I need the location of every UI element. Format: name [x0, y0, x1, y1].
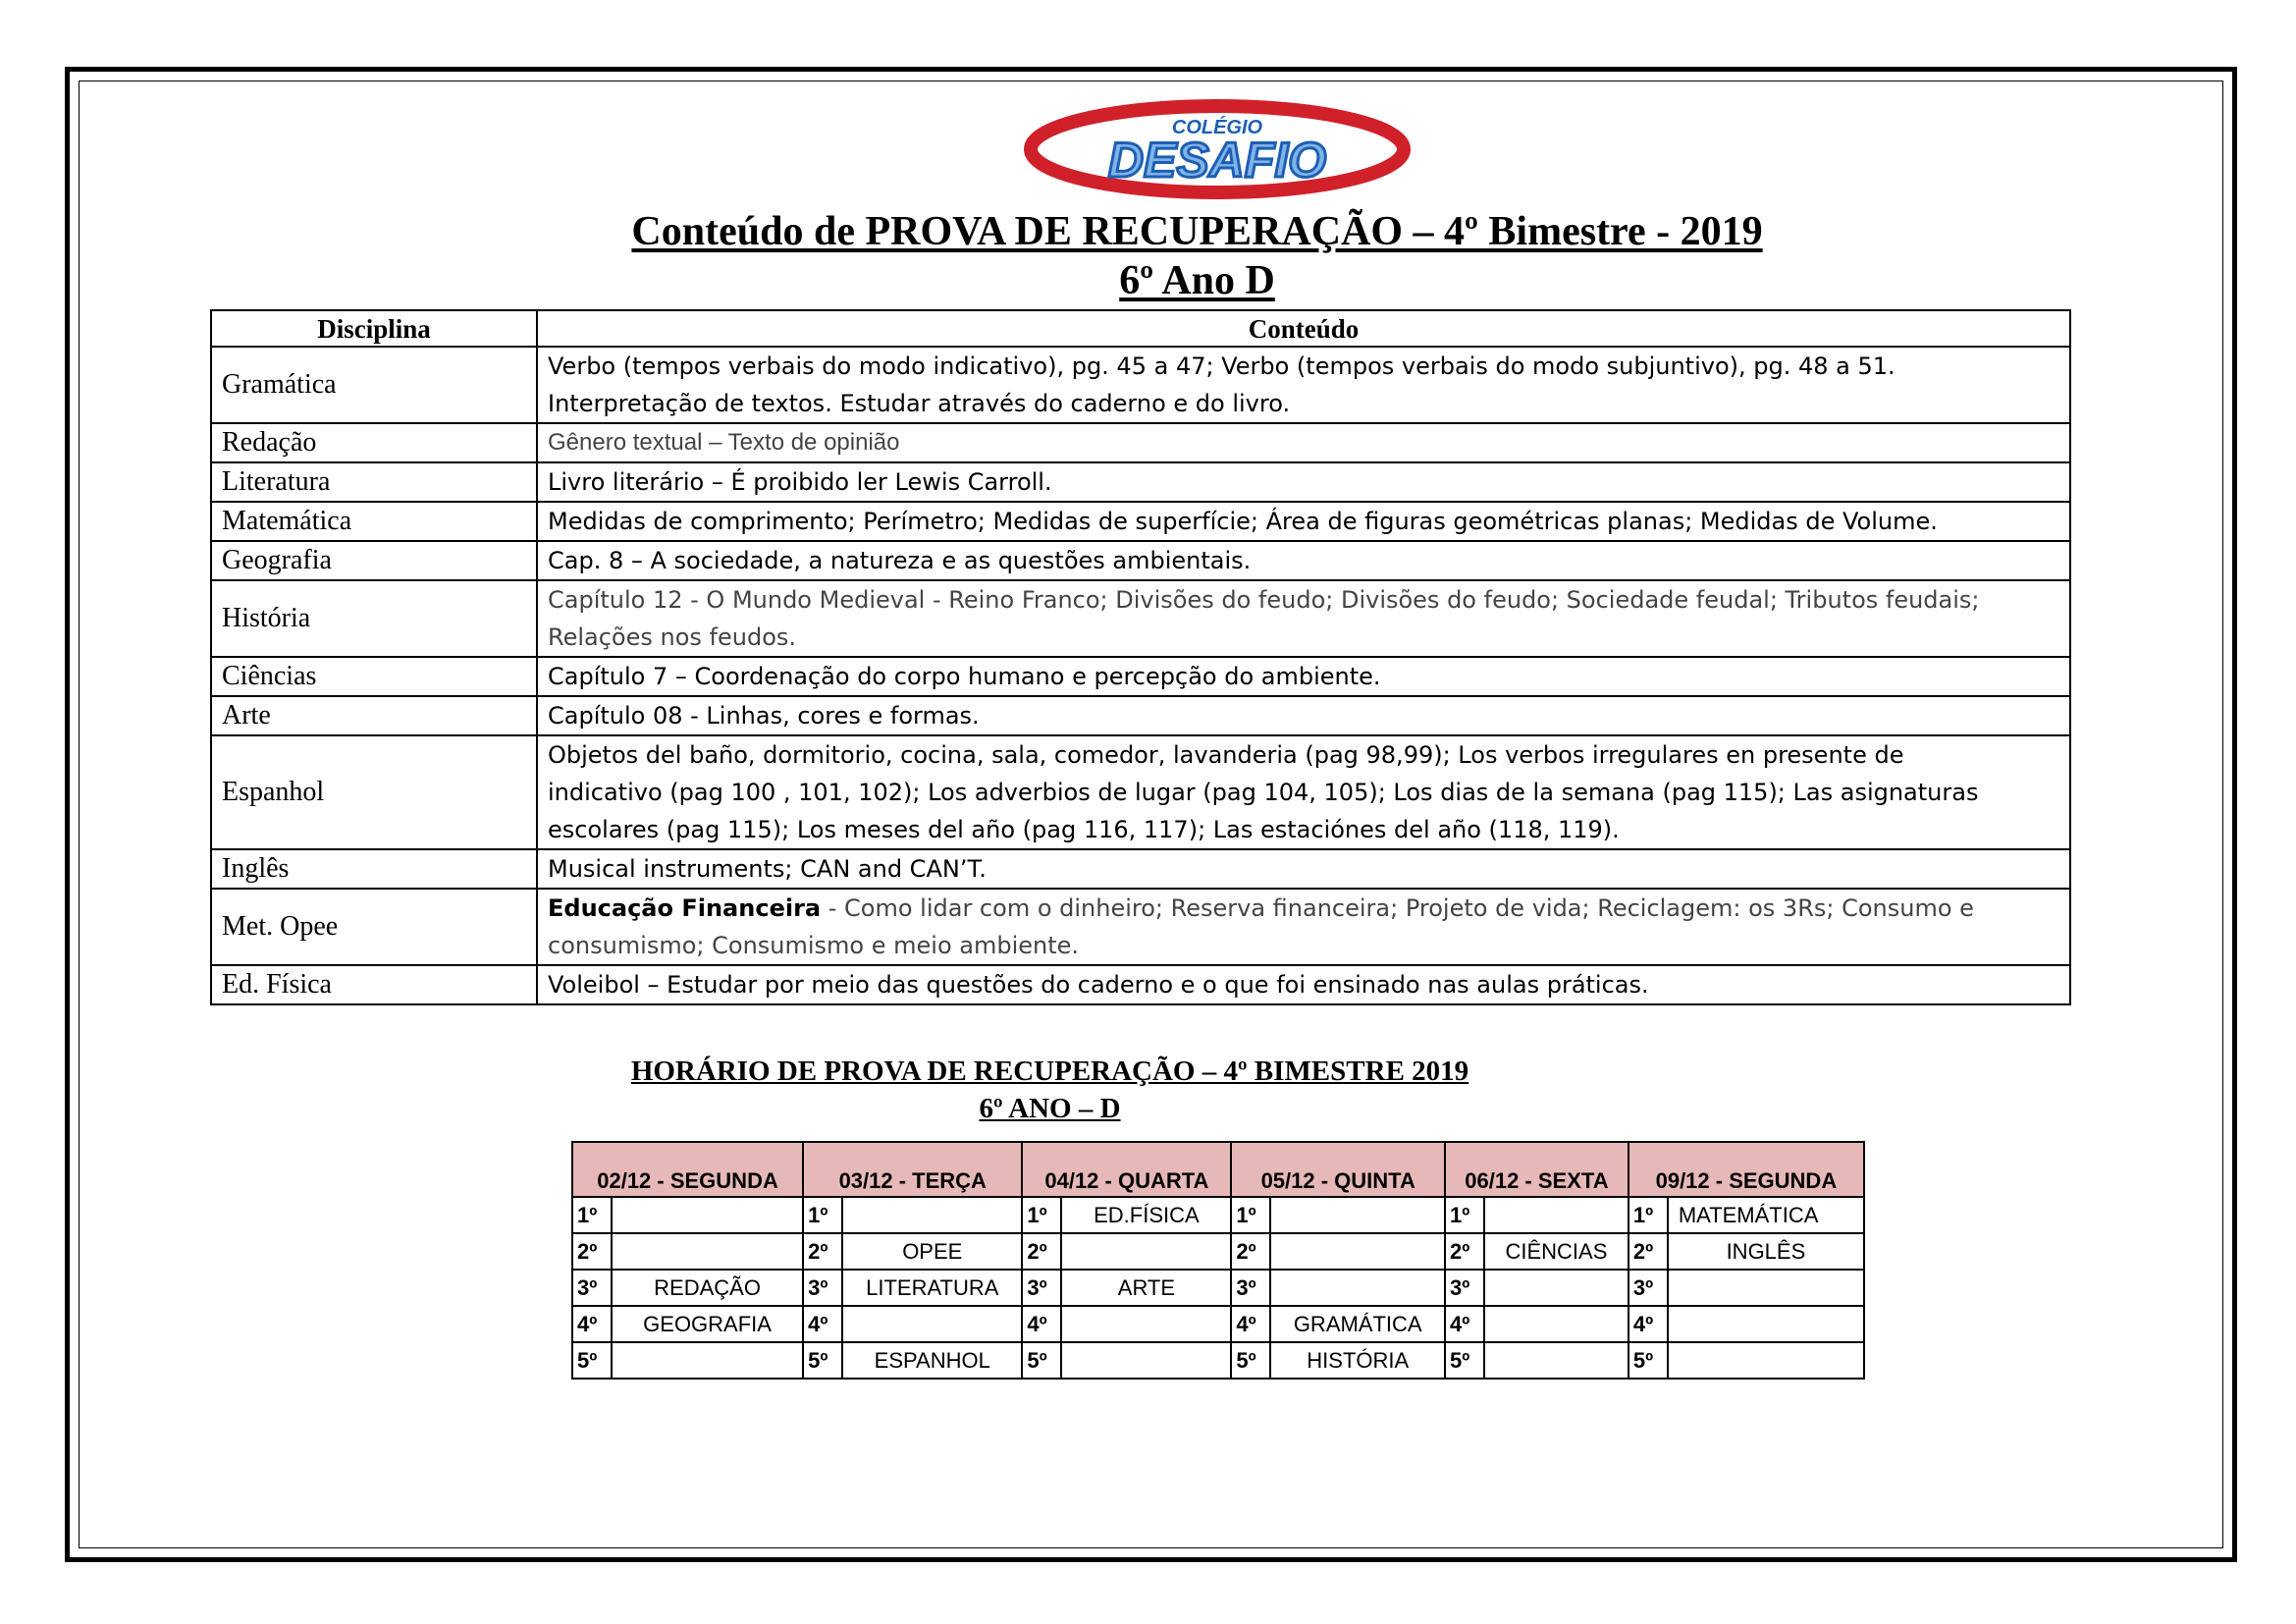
schedule-cell — [1668, 1306, 1864, 1342]
schedule-table — [571, 1141, 1865, 1380]
school-logo — [1021, 98, 1414, 206]
schedule-cell — [1668, 1270, 1864, 1306]
schedule-cell — [842, 1306, 1022, 1342]
schedule-cell: ED.FÍSICA — [1061, 1197, 1231, 1233]
page-title: Conteúdo de PROVA DE RECUPERAÇÃO – 4º Bimestre - 2019 — [631, 209, 1763, 254]
period-number: 2º — [1445, 1233, 1484, 1270]
schedule-cell: INGLÊS — [1668, 1233, 1864, 1270]
discipline-cell: Espanhol — [211, 735, 537, 849]
day-header: 03/12 - TERÇA — [803, 1142, 1022, 1197]
period-number: 5º — [1231, 1342, 1270, 1379]
period-number: 3º — [572, 1270, 612, 1306]
table-row — [211, 965, 2070, 1004]
schedule-row — [572, 1233, 1864, 1270]
period-number: 1º — [572, 1197, 612, 1233]
table-row — [211, 541, 2070, 580]
content-cell: Medidas de comprimento; Perímetro; Medidas de superfície; Área de figuras geométricas planas; Medidas de Volume. — [537, 502, 2070, 541]
schedule-header-row — [572, 1142, 1864, 1197]
period-number: 5º — [1445, 1342, 1484, 1379]
schedule-cell — [1484, 1270, 1629, 1306]
schedule-title: HORÁRIO DE PROVA DE RECUPERAÇÃO – 4º BIMESTRE 2019 — [630, 1056, 1469, 1087]
schedule-row — [572, 1306, 1864, 1342]
day-header: 04/12 - QUARTA — [1022, 1142, 1231, 1197]
period-number: 3º — [1629, 1270, 1668, 1306]
period-number: 4º — [1445, 1306, 1484, 1342]
period-number: 3º — [1231, 1270, 1270, 1306]
content-cell: Cap. 8 – A sociedade, a natureza e as questões ambientais. — [537, 541, 2070, 580]
period-number: 1º — [1231, 1197, 1270, 1233]
discipline-cell: Redação — [211, 423, 537, 462]
discipline-cell: Matemática — [211, 502, 537, 541]
table-row — [211, 502, 2070, 541]
content-cell: Musical instruments; CAN and CAN’T. — [537, 849, 2070, 889]
content-cell: Educação Financeira - Como lidar com o dinheiro; Reserva financeira; Projeto de vida; Reciclagem: os 3Rs; Consumo e consumismo; Consumismo e meio ambiente. — [537, 889, 2070, 965]
period-number: 4º — [1629, 1306, 1668, 1342]
table-row — [211, 423, 2070, 462]
period-number: 3º — [1445, 1270, 1484, 1306]
schedule-row — [572, 1342, 1864, 1379]
discipline-cell: Gramática — [211, 347, 537, 423]
schedule-cell — [1270, 1197, 1445, 1233]
period-number: 5º — [1022, 1342, 1061, 1379]
header-content: Conteúdo — [537, 310, 2070, 347]
logo-big-text: DESAFIO — [1107, 133, 1327, 188]
class-title: 6º Ano D — [1119, 258, 1275, 303]
schedule-cell — [1484, 1197, 1629, 1233]
schedule-cell: REDAÇÃO — [612, 1270, 803, 1306]
period-number: 2º — [1231, 1233, 1270, 1270]
schedule-cell — [612, 1233, 803, 1270]
content-cell: Livro literário – É proibido ler Lewis Carroll. — [537, 462, 2070, 502]
content-table-header — [211, 310, 2070, 347]
schedule-cell — [1484, 1342, 1629, 1379]
table-row — [211, 696, 2070, 735]
content-cell: Objetos del baño, dormitorio, cocina, sala, comedor, lavanderia (pag 98,99); Los verbos irregulares en presente de indicativo (pag 100 , 101, 102); Los adverbios de lugar (pag 104, 105); Los dias de la semana (pag 115); Las asignaturas escolares (pag 115); Los meses del año (pag 116, 117); Las estaciónes del año (118, 119). — [537, 735, 2070, 849]
schedule-cell — [1061, 1342, 1231, 1379]
schedule-cell: LITERATURA — [842, 1270, 1022, 1306]
schedule-cell — [1270, 1270, 1445, 1306]
content-cell: Capítulo 12 - O Mundo Medieval - Reino Franco; Divisões do feudo; Divisões do feudo; Sociedade feudal; Tributos feudais; Relações nos feudos. — [537, 580, 2070, 657]
discipline-cell: Literatura — [211, 462, 537, 502]
header-discipline: Disciplina — [211, 310, 537, 347]
period-number: 1º — [803, 1197, 842, 1233]
table-row — [211, 580, 2070, 657]
table-row — [211, 735, 2070, 849]
schedule-cell: HISTÓRIA — [1270, 1342, 1445, 1379]
period-number: 3º — [803, 1270, 842, 1306]
schedule-cell — [1668, 1342, 1864, 1379]
schedule-cell: ESPANHOL — [842, 1342, 1022, 1379]
content-table — [210, 309, 2071, 1005]
day-header: 06/12 - SEXTA — [1445, 1142, 1629, 1197]
schedule-row — [572, 1197, 1864, 1233]
schedule-cell — [612, 1342, 803, 1379]
period-number: 1º — [1022, 1197, 1061, 1233]
period-number: 2º — [803, 1233, 842, 1270]
content-cell: Gênero textual – Texto de opinião — [537, 423, 2070, 462]
table-row — [211, 462, 2070, 502]
logo-small-text: COLÉGIO — [1171, 117, 1263, 138]
period-number: 1º — [1445, 1197, 1484, 1233]
period-number: 4º — [803, 1306, 842, 1342]
period-number: 5º — [572, 1342, 612, 1379]
day-header: 09/12 - SEGUNDA — [1629, 1142, 1864, 1197]
schedule-cell: GEOGRAFIA — [612, 1306, 803, 1342]
period-number: 5º — [1629, 1342, 1668, 1379]
period-number: 5º — [803, 1342, 842, 1379]
schedule-cell: GRAMÁTICA — [1270, 1306, 1445, 1342]
discipline-cell: Geografia — [211, 541, 537, 580]
content-cell: Verbo (tempos verbais do modo indicativo), pg. 45 a 47; Verbo (tempos verbais do modo subjuntivo), pg. 48 a 51. Interpretação de textos. Estudar através do caderno e do livro. — [537, 347, 2070, 423]
discipline-cell: Arte — [211, 696, 537, 735]
period-number: 4º — [1022, 1306, 1061, 1342]
day-header: 05/12 - QUINTA — [1231, 1142, 1445, 1197]
content-cell: Capítulo 08 - Linhas, cores e formas. — [537, 696, 2070, 735]
table-row — [211, 889, 2070, 965]
schedule-cell — [1061, 1233, 1231, 1270]
schedule-cell — [612, 1197, 803, 1233]
schedule-cell: CIÊNCIAS — [1484, 1233, 1629, 1270]
discipline-cell: Ciências — [211, 657, 537, 696]
table-row — [211, 347, 2070, 423]
table-row — [211, 849, 2070, 889]
period-number: 3º — [1022, 1270, 1061, 1306]
day-header: 02/12 - SEGUNDA — [572, 1142, 803, 1197]
discipline-cell: Ed. Física — [211, 965, 537, 1004]
period-number: 4º — [572, 1306, 612, 1342]
bold-prefix: Educação Financeira — [548, 894, 822, 922]
schedule-row — [572, 1270, 1864, 1306]
schedule-cell: OPEE — [842, 1233, 1022, 1270]
period-number: 4º — [1231, 1306, 1270, 1342]
discipline-cell: História — [211, 580, 537, 657]
schedule-cell — [1270, 1233, 1445, 1270]
period-number: 2º — [1022, 1233, 1061, 1270]
schedule-cell — [1484, 1306, 1629, 1342]
table-row — [211, 657, 2070, 696]
content-cell: Voleibol – Estudar por meio das questões do caderno e o que foi ensinado nas aulas práticas. — [537, 965, 2070, 1004]
schedule-class: 6º ANO – D — [979, 1093, 1121, 1124]
schedule-cell: MATEMÁTICA — [1668, 1197, 1864, 1233]
period-number: 2º — [572, 1233, 612, 1270]
content-cell: Capítulo 7 – Coordenação do corpo humano e percepção do ambiente. — [537, 657, 2070, 696]
discipline-cell: Met. Opee — [211, 889, 537, 965]
discipline-cell: Inglês — [211, 849, 537, 889]
period-number: 2º — [1629, 1233, 1668, 1270]
schedule-cell: ARTE — [1061, 1270, 1231, 1306]
period-number: 1º — [1629, 1197, 1668, 1233]
schedule-cell — [842, 1197, 1022, 1233]
schedule-cell — [1061, 1306, 1231, 1342]
